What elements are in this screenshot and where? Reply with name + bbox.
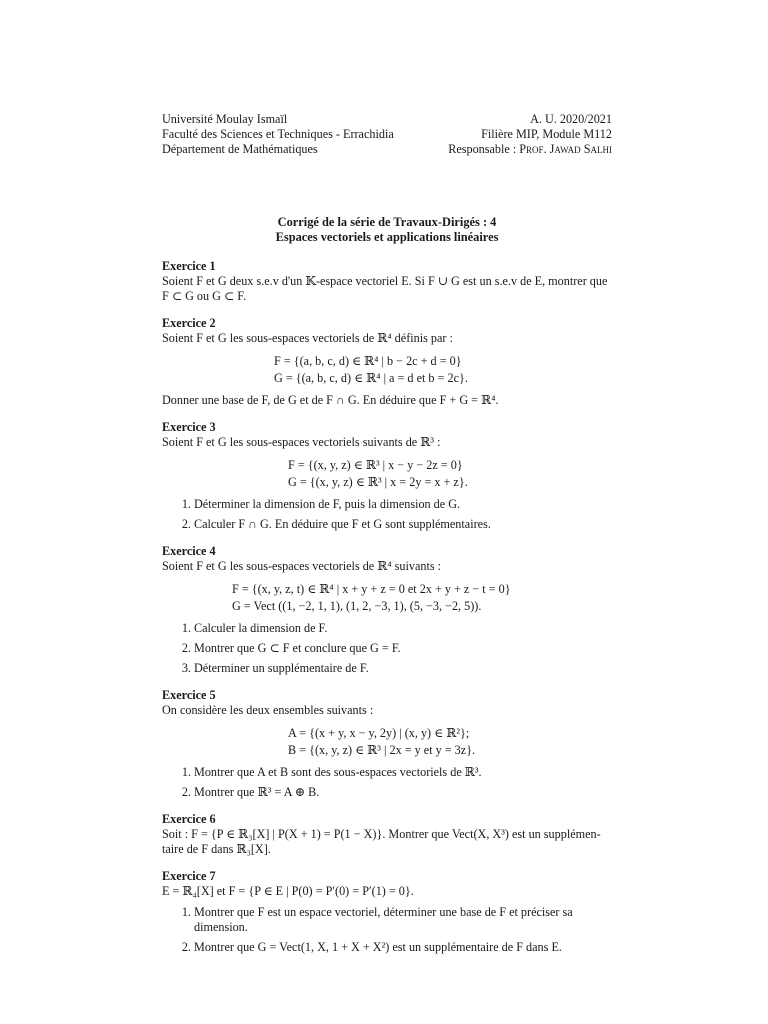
- exercise-3-questions: [162, 497, 612, 532]
- document-title: [162, 215, 612, 245]
- exercise-4-intro: Soient F et G les sous-espaces vectoriels de ℝ⁴ suivants :: [162, 559, 442, 573]
- document-content: [162, 112, 612, 967]
- exercise-1-title: Exercice 1: [162, 259, 216, 273]
- responsible-label: Responsable :: [448, 142, 520, 156]
- responsible-line: [448, 142, 612, 157]
- exercise-7-question-2: 2. Montrer que G = Vect(1, X, 1 + X + X²) est un supplémentaire de F dans E.: [194, 940, 612, 955]
- exercise-4-title: Exercice 4: [162, 544, 216, 558]
- exercise-1: [162, 259, 612, 304]
- exercise-5-title: Exercice 5: [162, 688, 216, 702]
- exercise-4-eq-G: G = Vect ((1, −2, 1, 1), (1, 2, −3, 1), (5, −3, −2, 5)).: [232, 599, 482, 613]
- exercise-5-question-2: 2. Montrer que ℝ³ = A ⊕ B.: [194, 785, 612, 800]
- exercise-3-equations: [162, 457, 612, 491]
- exercise-6-text-line-2: taire de F dans ℝ₃[X].: [162, 842, 271, 856]
- responsible-name: Prof. Jawad Salhi: [519, 142, 612, 156]
- exercise-2-question: Donner une base de F, de G et de F ∩ G. En déduire que F + G = ℝ⁴.: [162, 393, 499, 407]
- exercise-7-questions: [162, 905, 612, 955]
- exercise-5-eq-B: B = {(x, y, z) ∈ ℝ³ | 2x = y et y = 3z}.: [288, 743, 476, 757]
- exercise-4: [162, 544, 612, 676]
- exercise-7-text: E = ℝ₄[X] et F = {P ∈ E | P(0) = P′(0) = P′(1) = 0}.: [162, 884, 414, 898]
- exercise-3-question-1: 1. Déterminer la dimension de F, puis la dimension de G.: [194, 497, 612, 512]
- exercise-4-eq-F: F = {(x, y, z, t) ∈ ℝ⁴ | x + y + z = 0 et 2x + y + z − t = 0}: [232, 582, 511, 596]
- exercise-4-question-3: 3. Déterminer un supplémentaire de F.: [194, 661, 612, 676]
- exercise-5-intro: On considère les deux ensembles suivants :: [162, 703, 374, 717]
- exercise-3-eq-F: F = {(x, y, z) ∈ ℝ³ | x − y − 2z = 0}: [288, 458, 463, 472]
- exercise-2-intro: Soient F et G les sous-espaces vectoriels de ℝ⁴ définis par :: [162, 331, 453, 345]
- exercise-3-eq-G: G = {(x, y, z) ∈ ℝ³ | x = 2y = x + z}.: [288, 475, 468, 489]
- header-left: [162, 112, 394, 157]
- exercise-2: [162, 316, 612, 408]
- exercise-7-title: Exercice 7: [162, 869, 216, 883]
- exercise-5-questions: [162, 765, 612, 800]
- exercise-5: [162, 688, 612, 800]
- exercise-2-equations: [162, 353, 612, 387]
- exercise-5-equations: [162, 725, 612, 759]
- exercise-5-eq-A: A = {(x + y, x − y, 2y) | (x, y) ∈ ℝ²};: [288, 726, 470, 740]
- university-name: Université Moulay Ismaïl: [162, 112, 288, 126]
- exercise-2-eq-G: G = {(a, b, c, d) ∈ ℝ⁴ | a = d et b = 2c}.: [274, 371, 468, 385]
- exercise-6: [162, 812, 612, 857]
- exercise-1-text-line-2: F ⊂ G ou G ⊂ F.: [162, 289, 247, 303]
- exercise-6-text-line-1: Soit : F = {P ∈ ℝ₃[X] | P(X + 1) = P(1 − X)}. Montrer que Vect(X, X³) est un supplémen-: [162, 827, 601, 841]
- exercise-4-questions: [162, 621, 612, 676]
- exercise-2-eq-F: F = {(a, b, c, d) ∈ ℝ⁴ | b − 2c + d = 0}: [274, 354, 462, 368]
- exercise-1-text-line-1: Soient F et G deux s.e.v d'un 𝕂-espace vectoriel E. Si F ∪ G est un s.e.v de E, montrer que: [162, 274, 608, 288]
- department-name: Département de Mathématiques: [162, 142, 318, 156]
- header-right: [448, 112, 612, 157]
- exercise-7-question-1: 1. Montrer que F est un espace vectoriel, déterminer une base de F et préciser sa dimension.: [194, 905, 612, 935]
- exercise-6-title: Exercice 6: [162, 812, 216, 826]
- exercise-3: [162, 420, 612, 532]
- title-line-1: Corrigé de la série de Travaux-Dirigés : 4: [277, 215, 497, 229]
- exercise-2-title: Exercice 2: [162, 316, 216, 330]
- exercise-5-question-1: 1. Montrer que A et B sont des sous-espaces vectoriels de ℝ³.: [194, 765, 612, 780]
- exercise-3-question-2: 2. Calculer F ∩ G. En déduire que F et G sont supplémentaires.: [194, 517, 612, 532]
- program-module: Filière MIP, Module M112: [481, 127, 612, 141]
- exercise-3-title: Exercice 3: [162, 420, 216, 434]
- exercise-7: [162, 869, 612, 955]
- exercise-4-question-1: 1. Calculer la dimension de F.: [194, 621, 612, 636]
- exercise-4-question-2: 2. Montrer que G ⊂ F et conclure que G = F.: [194, 641, 612, 656]
- faculty-name: Faculté des Sciences et Techniques - Errachidia: [162, 127, 394, 141]
- document-header: [162, 112, 612, 157]
- exercise-4-equations: [162, 581, 612, 615]
- title-line-2: Espaces vectoriels et applications linéaires: [275, 230, 499, 244]
- exercise-3-intro: Soient F et G les sous-espaces vectoriels suivants de ℝ³ :: [162, 435, 441, 449]
- academic-year: A. U. 2020/2021: [530, 112, 612, 126]
